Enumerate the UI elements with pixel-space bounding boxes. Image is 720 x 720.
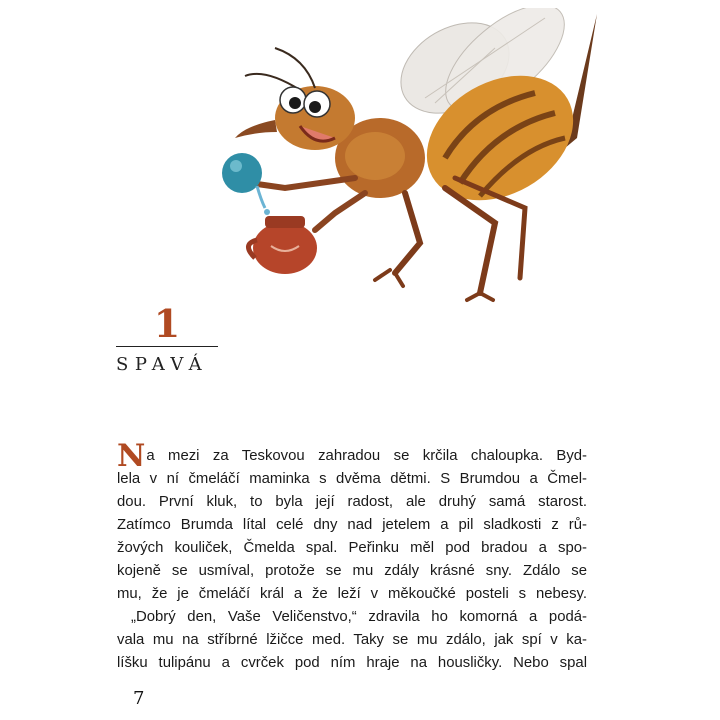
line-text: mu, že je čmeláčí král a že leží v měkoučké posteli s nebesy.: [117, 586, 587, 602]
line-text: lela v ní čmeláčí maminka s dvěma dětmi. S Brumdou a Čmel-: [117, 471, 587, 487]
chapter-number: 1: [153, 301, 181, 346]
text-line: [117, 629, 587, 652]
line-text: kojeně se usmíval, protože se mu zdály krásné sny. Zdálo se: [117, 563, 587, 579]
page-number: 7: [133, 688, 145, 709]
story-text: [117, 438, 587, 675]
line-text: dou. První kluk, to byla její radost, ale druhý samá starost.: [117, 494, 587, 510]
line-text: „Dobrý den, Vaše Veličenstvo,“ zdravila ho komorná a podá-: [131, 609, 587, 625]
text-line: [117, 438, 587, 474]
chapter-rule: [116, 346, 218, 347]
text-line: [117, 606, 587, 629]
text-line: [117, 537, 587, 560]
chapter-title: SPAVÁ: [116, 354, 209, 375]
text-line: [117, 652, 587, 675]
bumblebee-icon: [205, 8, 615, 308]
chapter-heading: [116, 301, 218, 375]
line-text: vala mu na stříbrné lžičce med. Taky se mu zdálo, jak spí v ka-: [117, 632, 587, 648]
drop-cap: N: [117, 438, 146, 474]
line-text: Zatímco Brumda lítal celé dny nad jetelem a pil sladkosti z rů-: [117, 517, 587, 533]
text-line: [117, 583, 587, 606]
text-line: [117, 491, 587, 514]
line-text: a mezi za Teskovou zahradou se krčila chaloupka. Byd-: [146, 448, 587, 464]
bumblebee-illustration: [205, 8, 615, 308]
text-line: [117, 514, 587, 537]
line-text: líšku tulipánu a cvrček pod ním hraje na housličky. Nebo spal: [117, 655, 587, 671]
text-line: [117, 468, 587, 491]
drop-cap-line: [117, 438, 587, 474]
line-text: žových kouliček, Čmelda spal. Peřinku měl pod bradou a spo-: [117, 540, 587, 556]
text-line: [117, 560, 587, 583]
